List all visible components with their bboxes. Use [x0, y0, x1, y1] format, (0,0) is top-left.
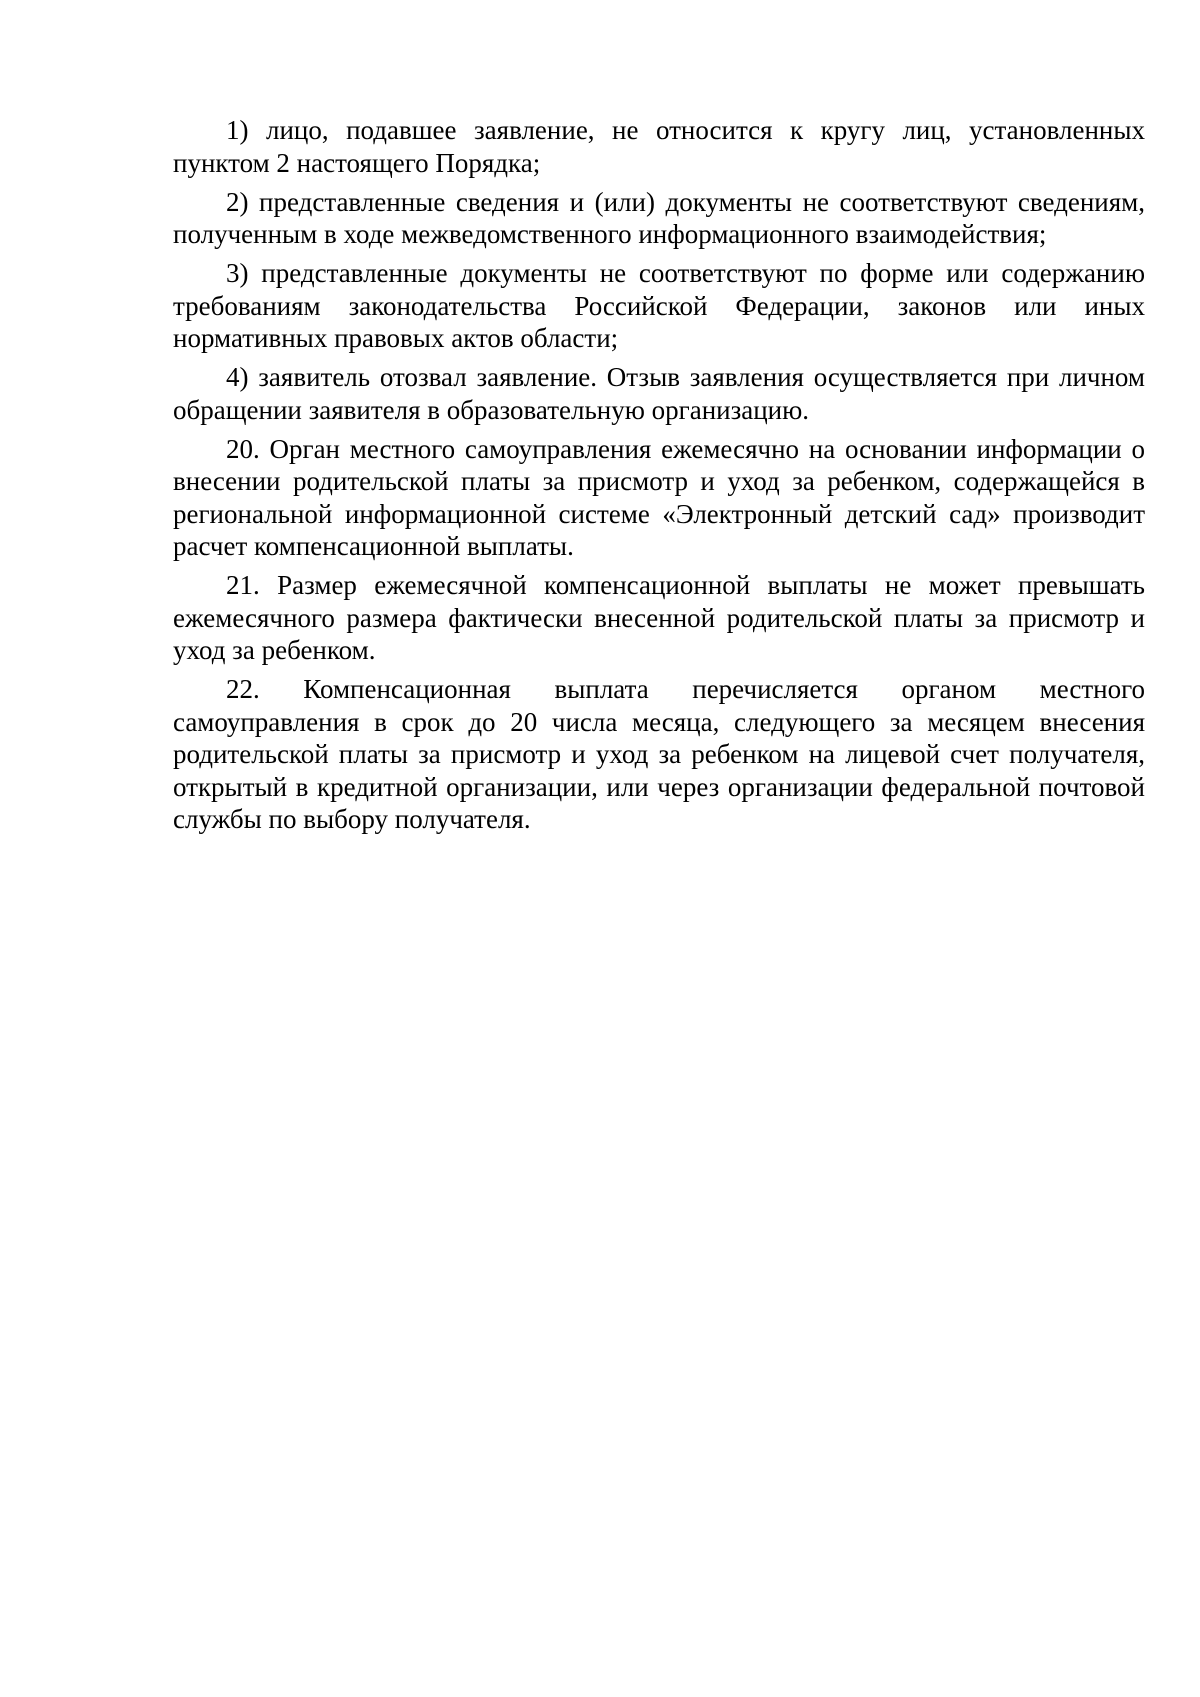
document-body	[173, 114, 1145, 842]
paragraph-22: 22. Компенсационная выплата перечисляется органом местного самоуправления в срок до 20 числа месяца, следующего за месяцем внесения родительской платы за присмотр и уход за ребенком на лицевой счет получателя, открытый в кредитной организации, или через организации федеральной почтовой службы по выбору получателя.	[173, 674, 1145, 834]
paragraph-item-1: 1) лицо, подавшее заявление, не относится к кругу лиц, установленных пунктом 2 настоящего Порядка;	[173, 115, 1145, 178]
paragraph-item-2: 2) представленные сведения и (или) документы не соответствуют сведениям, полученным в ходе межведомственного информационного взаимодействия;	[173, 186, 1145, 249]
paragraph-item-4: 4) заявитель отозвал заявление. Отзыв заявления осуществляется при личном обращении заявителя в образовательную организацию.	[173, 362, 1145, 425]
paragraph-21: 21. Размер ежемесячной компенсационной выплаты не может превышать ежемесячного размера фактически внесенной родительской платы за присмотр и уход за ребенком.	[173, 570, 1145, 665]
paragraph-20: 20. Орган местного самоуправления ежемесячно на основании информации о внесении родительской платы за присмотр и уход за ребенком, содержащейся в региональной информационной системе «Электронный детский сад» производит расчет компенсационной выплаты.	[173, 433, 1145, 561]
paragraph-item-3: 3) представленные документы не соответствуют по форме или содержанию требованиям законодательства Российской Федерации, законов или иных нормативных правовых актов области;	[173, 258, 1145, 353]
